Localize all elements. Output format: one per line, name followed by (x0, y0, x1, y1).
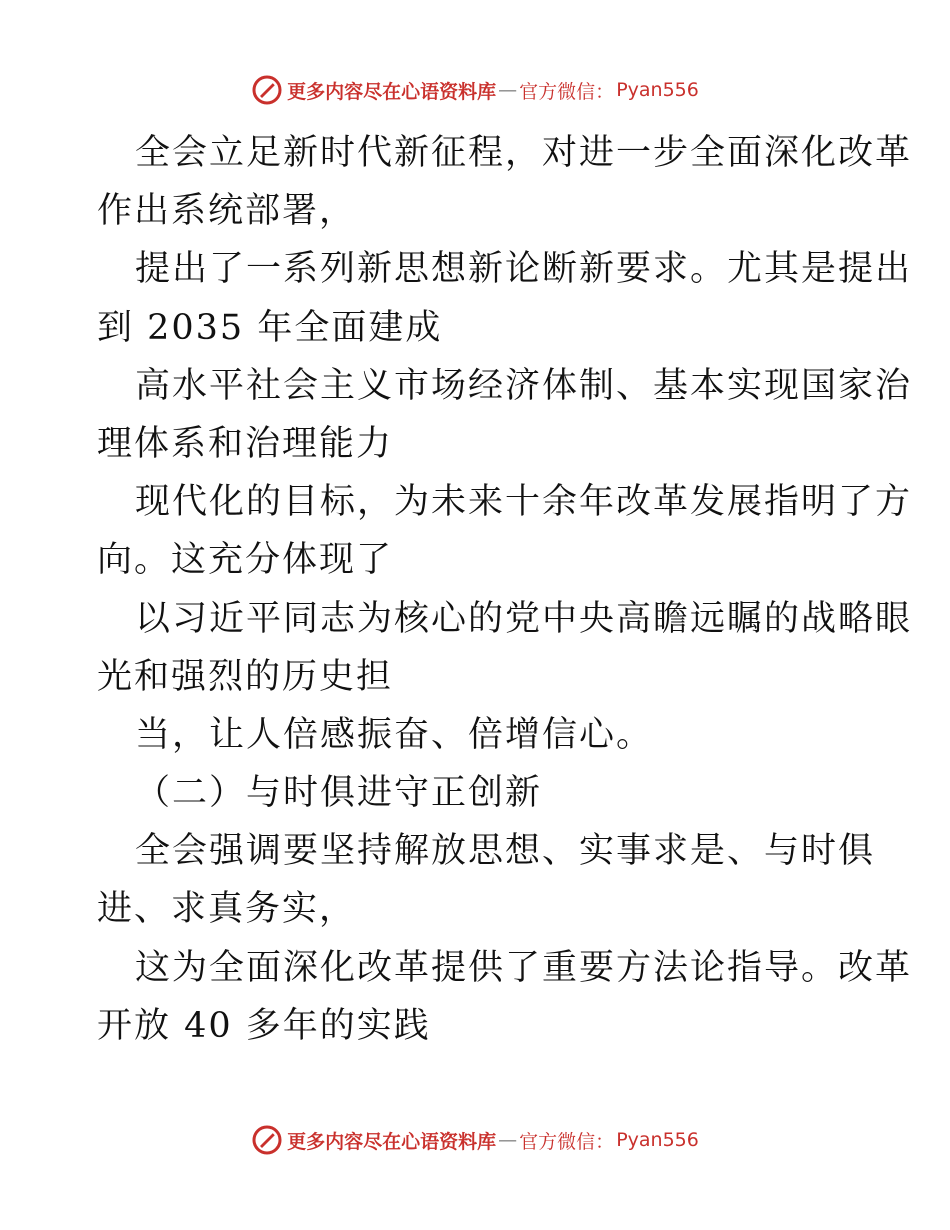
quill-logo-icon (251, 1124, 283, 1156)
body-line: 进、求真务实， (97, 889, 357, 930)
body-line: 全会强调要坚持解放思想、实事求是、与时俱 (135, 831, 876, 872)
body-line: 当，让人倍感振奋、倍增信心。 (135, 714, 654, 755)
body-line: 全会立足新时代新征程，对进一步全面深化改革 (135, 133, 913, 173)
wechat-label: 官方微信： (519, 1130, 615, 1153)
body-line: 到 2035 年全面建成 (97, 307, 443, 348)
banner-separator: — (498, 79, 518, 101)
body-line: 开放 40 多年的实践 (97, 1005, 431, 1046)
body-line: 以习近平同志为核心的党中央高瞻远瞩的战略眼 (135, 598, 913, 639)
body-line: 向。这充分体现了 (97, 540, 394, 581)
document-body (97, 124, 913, 1055)
body-line: 光和强烈的历史担 (97, 656, 394, 697)
body-line: 高水平社会主义市场经济体制、基本实现国家治 (135, 365, 913, 406)
body-line: 作出系统部署， (97, 191, 357, 232)
wechat-id: Pyan556 (616, 1129, 699, 1151)
body-line: 这为全面深化改革提供了重要方法论指导。改革 (135, 947, 913, 988)
quill-logo-icon (251, 74, 283, 106)
wechat-label: 官方微信： (519, 80, 615, 103)
site-name: 更多内容尽在心语资料库 (287, 1130, 497, 1153)
wechat-id: Pyan556 (616, 79, 699, 101)
footer-watermark-banner (0, 1120, 950, 1160)
body-line: 提出了一系列新思想新论断新要求。尤其是提出 (135, 249, 913, 290)
site-name: 更多内容尽在心语资料库 (287, 80, 497, 103)
section-heading: （二）与时俱进守正创新 (135, 773, 543, 814)
body-line: 现代化的目标，为未来十余年改革发展指明了方 (135, 482, 913, 523)
banner-separator: — (498, 1129, 518, 1151)
body-line: 理体系和治理能力 (97, 423, 394, 464)
header-watermark-banner (0, 70, 950, 110)
